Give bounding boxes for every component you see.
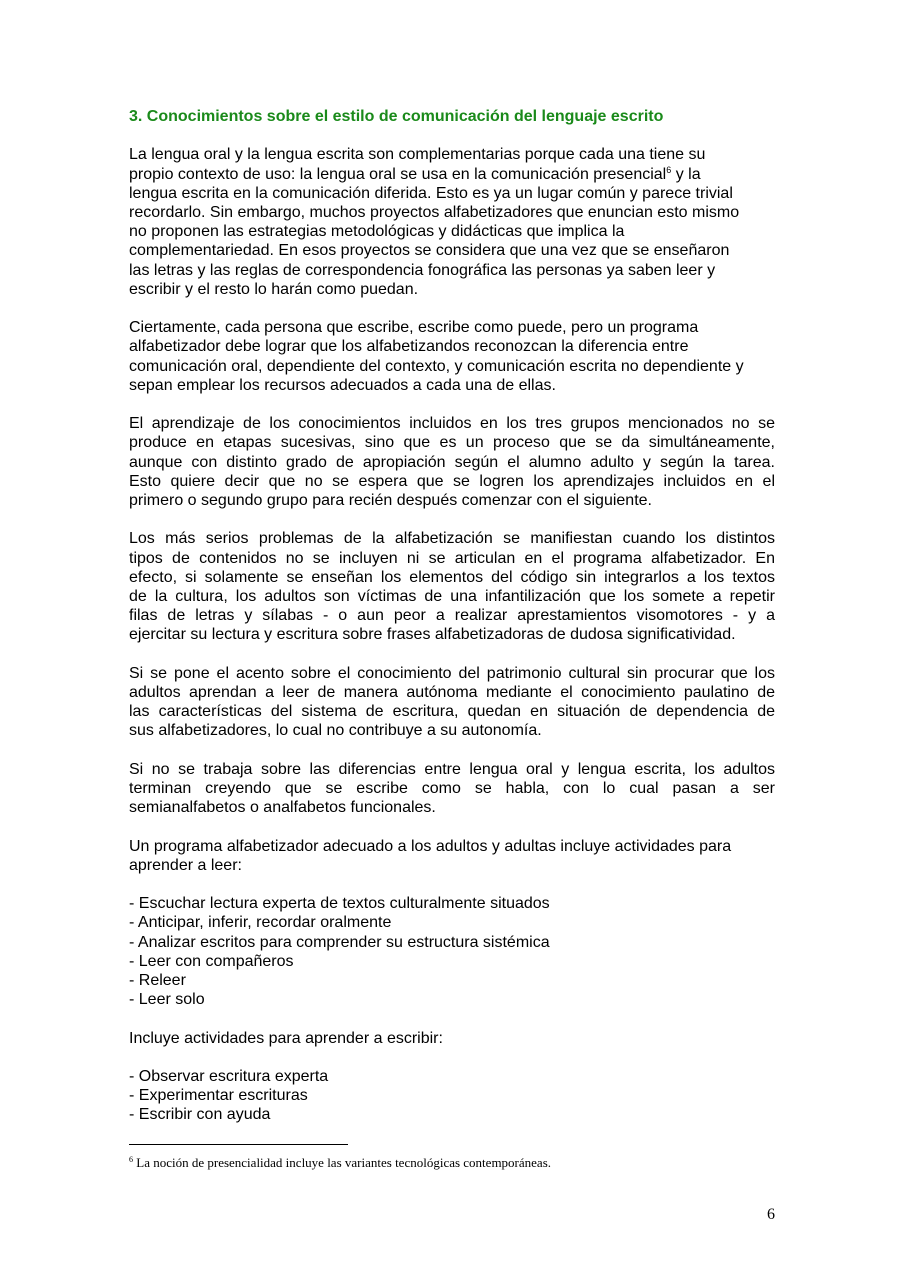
paragraphs bbox=[129, 145, 775, 1124]
text-line: terminan creyendo que se escribe como se habla, con lo cual pasan a ser bbox=[129, 780, 775, 798]
section-heading: 3. Conocimientos sobre el estilo de comunicación del lenguaje escrito bbox=[129, 108, 664, 125]
footnote-marker: 6 bbox=[129, 1155, 133, 1164]
text-line: sepan emplear los recursos adecuados a cada una de ellas. bbox=[129, 376, 556, 394]
text-line: adultos aprendan a leer de manera autónoma mediante el conocimiento paulatino de bbox=[129, 684, 775, 702]
footnote-text: La noción de presencialidad incluye las variantes tecnológicas contemporáneas. bbox=[133, 1155, 551, 1170]
text-line: complementariedad. En esos proyectos se considera que una vez que se enseñaron bbox=[129, 242, 730, 260]
text-line: Si se pone el acento sobre el conocimiento del patrimonio cultural sin procurar que los bbox=[129, 664, 775, 682]
page-number: 6 bbox=[767, 1206, 775, 1223]
text-line: las características del sistema de escritura, quedan en situación de dependencia de bbox=[129, 703, 775, 721]
text-line: filas de letras y sílabas - o aun peor a realizar aprestamientos visomotores - y a bbox=[129, 607, 775, 625]
text-line: Ciertamente, cada persona que escribe, escribe como puede, pero un programa bbox=[129, 319, 699, 337]
text-line: alfabetizador debe lograr que los alfabetizandos reconozcan la diferencia entre bbox=[129, 338, 689, 356]
text-segment: y la bbox=[671, 165, 701, 183]
text-segment: propio contexto de uso: la lengua oral se usa en la comunicación presencial bbox=[129, 165, 667, 183]
document-body bbox=[129, 107, 775, 1144]
text-line: no proponen las estrategias metodológicas y didácticas que implica la bbox=[129, 223, 625, 241]
text-line: - Experimentar escrituras bbox=[129, 1087, 308, 1105]
text-line: Esto quiere decir que no se espera que se logren los aprendizajes incluidos en el bbox=[129, 472, 775, 490]
text-line: Incluye actividades para aprender a escribir: bbox=[129, 1029, 443, 1047]
text-line bbox=[129, 165, 775, 184]
text-line: produce en etapas sucesivas, sino que es un proceso que se da simultáneamente, bbox=[129, 434, 775, 452]
text-line: recordarlo. Sin embargo, muchos proyectos alfabetizadores que enuncian esto mismo bbox=[129, 204, 740, 221]
text-line: - Analizar escritos para comprender su estructura sistémica bbox=[129, 933, 550, 951]
text-line: - Leer solo bbox=[129, 991, 205, 1009]
paragraph bbox=[129, 318, 775, 395]
paragraph bbox=[129, 529, 775, 644]
text-line: - Releer bbox=[129, 972, 186, 990]
text-line: Si no se trabaja sobre las diferencias entre lengua oral y lengua escrita, los adultos bbox=[129, 760, 775, 778]
bullet-list bbox=[129, 1067, 775, 1125]
text-line: ejercitar su lectura y escritura sobre frases alfabetizadoras de dudosa significatividad. bbox=[129, 626, 736, 644]
paragraph bbox=[129, 760, 775, 818]
text-line: las letras y las reglas de correspondencia fonográfica las personas ya saben leer y bbox=[129, 261, 716, 279]
footnote bbox=[129, 1155, 551, 1171]
paragraph bbox=[129, 1029, 775, 1048]
text-line: - Escribir con ayuda bbox=[129, 1106, 271, 1124]
text-line: Un programa alfabetizador adecuado a los adultos y adultas incluye actividades para bbox=[129, 837, 732, 855]
text-line: escribir y el resto lo harán como puedan. bbox=[129, 280, 419, 298]
text-line: de la cultura, los adultos son víctimas de una infantilización que los somete a repetir bbox=[129, 588, 775, 606]
bullet-list bbox=[129, 894, 775, 1009]
paragraph bbox=[129, 145, 775, 299]
text-line: lengua escrita en la comunicación diferida. Esto es ya un lugar común y parece trivial bbox=[129, 184, 733, 202]
text-line: tipos de contenidos no se incluyen ni se articulan en el programa alfabetizador. En bbox=[129, 549, 775, 567]
text-line: primero o segundo grupo para recién después comenzar con el siguiente. bbox=[129, 492, 652, 510]
text-line: efecto, si solamente se enseñan los elementos del código sin integrarlos a los textos bbox=[129, 568, 775, 586]
footnote-reference: 6 bbox=[666, 164, 672, 175]
text-line: sus alfabetizadores, lo cual no contribuye a su autonomía. bbox=[129, 722, 542, 740]
text-line: aprender a leer: bbox=[129, 856, 242, 874]
paragraph bbox=[129, 414, 775, 510]
paragraph bbox=[129, 837, 775, 875]
text-line: semianalfabetos o analfabetos funcionales. bbox=[129, 799, 436, 817]
footnote-divider bbox=[129, 1144, 348, 1145]
paragraph bbox=[129, 664, 775, 741]
text-line: - Anticipar, inferir, recordar oralmente bbox=[129, 914, 392, 932]
text-line: - Escuchar lectura experta de textos culturalmente situados bbox=[129, 895, 550, 913]
text-line: comunicación oral, dependiente del contexto, y comunicación escrita no dependiente y bbox=[129, 357, 744, 375]
text-line: - Leer con compañeros bbox=[129, 952, 294, 970]
text-line: aunque con distinto grado de apropiación según el alumno adulto y según la tarea. bbox=[129, 453, 775, 471]
text-line: El aprendizaje de los conocimientos incluidos en los tres grupos mencionados no se bbox=[129, 415, 775, 433]
text-line: - Observar escritura experta bbox=[129, 1068, 329, 1085]
text-line: La lengua oral y la lengua escrita son complementarias porque cada una tiene su bbox=[129, 146, 706, 164]
text-line: Los más serios problemas de la alfabetización se manifiestan cuando los distintos bbox=[129, 530, 775, 548]
